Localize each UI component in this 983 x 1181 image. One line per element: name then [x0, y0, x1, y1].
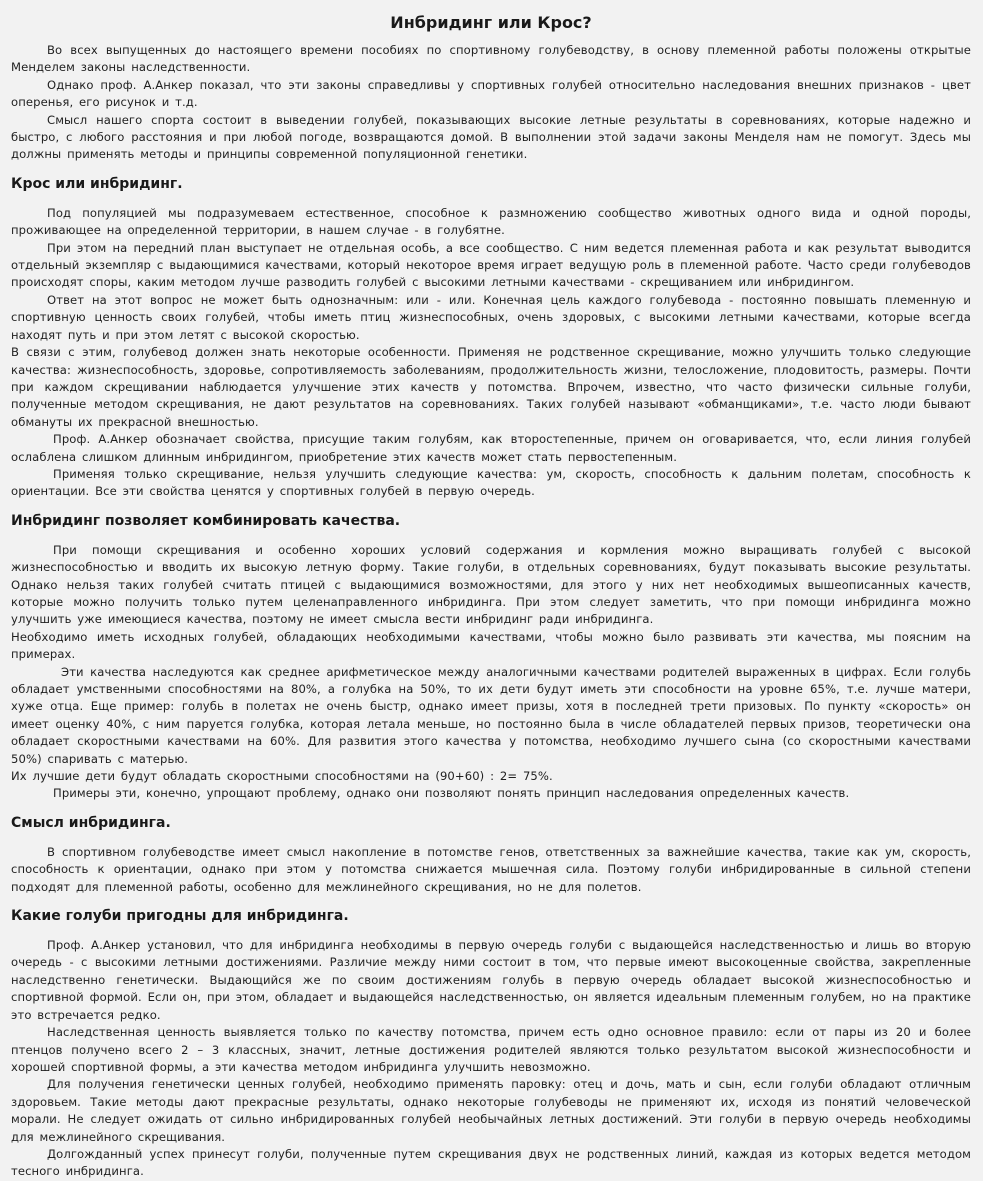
section4-paragraph: Долгожданный успех принесут голуби, полученные путем скрещивания двух не родственных линий, каждая из которых ведется методом тесного инбридинга.: [11, 1146, 971, 1179]
section2-paragraph: Необходимо иметь исходных голубей, обладающих необходимыми качествами, чтобы можно было развивать эти качества, мы поясним на примерах.: [11, 629, 971, 662]
section1-paragraph: Под популяцией мы подразумеваем естественное, способное к размножению сообщество животных одного вида и одной породы, проживающее на определенной территории, в нашем случае - в голубятне.: [11, 205, 971, 238]
section3-paragraph: В спортивном голубеводстве имеет смысл накопление в потомстве генов, ответственных за важнейшие качества, такие как ум, скорость, способность к ориентации, однако при этом у потомства снижается мышечная сила. Поэтому голуби инбридированные в сильной степени подходят для племенной работы, особенно для межлинейного скрещивания, но не для полетов.: [11, 844, 971, 894]
section4-paragraph: Наследственная ценность выявляется только по качеству потомства, причем есть одно основное правило: если от пары из 20 и более птенцов получено всего 2 – 3 классных, значит, летные достижения родителей являются только результатом высокой жизнеспособности и хорошей спортивной формы, а эти качества методом инбридинга улучшить невозможно.: [11, 1025, 971, 1074]
section1-paragraph: Ответ на этот вопрос не может быть однозначным: или - или. Конечная цель каждого голубевода - постоянно повышать племенную и спортивную ценность своих голубей, чтобы иметь птиц жизнеспособных, очень здоровых, с высокими летными качествами, которые всегда находят путь и при этом летят с высокой скоростью.: [11, 292, 971, 342]
section1-paragraph: Применяя только скрещивание, нельзя улучшить следующие качества: ум, скорость, способность к дальним полетам, способность к ориентации. Все эти свойства ценятся у спортивных голубей в первую очередь.: [11, 466, 971, 499]
section4-paragraph: Проф. А.Анкер установил, что для инбридинга необходимы в первую очередь голуби с выдающейся наследственностью и лишь во вторую очередь - с высокими летными достижениями. Различие между ними состоит в том, что первые имеют высокоценные свойства, закрепленные наследственно генетически. Выдающийся же по своим достижениям голубь в первую очередь обладает высокой жизнеспособностью и спортивной формой. Если он, при этом, обладает и выдающейся наследственностью, он является идеальным племенным голубем, но на практике это встречается редко.: [11, 938, 971, 1022]
intro-paragraph: Во всех выпущенных до настоящего времени пособиях по спортивному голубеводству, в основу племенной работы положены открытые Менделем законы наследственности.: [11, 43, 971, 75]
section2-paragraph: Примеры эти, конечно, упрощают проблему, однако они позволяют понять принцип наследования определенных качеств.: [53, 786, 850, 801]
section1-paragraph: В связи с этим, голубевод должен знать некоторые особенности. Применяя не родственное скрещивание, можно улучшить только следующие качества: жизнеспособность, здоровье, сопротивляемость заболеваниям, продолжительность жизни, телосложение, плодовитость, размеры. Почти при каждом скрещивании наблюдается улучшение этих качеств у потомства. Впрочем, известно, что часто физически сильные голуби, полученные методом скрещивания, не дают результатов на соревнованиях. Таких голубей называют «обманщиками», т.е. часто люди бывают обмануты их прекрасной внешностью.: [11, 345, 971, 429]
section-heading-combining-qualities: Инбридинг позволяет комбинировать качества.: [11, 512, 401, 529]
page-title: Инбридинг или Крос?: [390, 13, 592, 32]
section-heading-suitable-pigeons: Какие голуби пригодны для инбридинга.: [11, 908, 349, 925]
section-heading-meaning-of-inbreeding: Смысл инбридинга.: [11, 814, 171, 831]
intro-paragraph: Однако проф. А.Анкер показал, что эти законы справедливы у спортивных голубей относительно наследования внешних признаков - цвет оперенья, его рисунок и т.д.: [11, 77, 971, 110]
intro-paragraph: Смысл нашего спорта состоит в выведении голубей, показывающих высокие летные результаты в соревнованиях, которые надежно и быстро, с любого расстояния и при любой погоде, возвращаются домой. В выполнении этой задачи законы Менделя нам не помогут. Здесь мы должны применять методы и принципы современной популяционной генетики.: [11, 112, 971, 162]
section2-paragraph: Эти качества наследуются как среднее арифметическое между аналогичными качествами родителей выраженных в цифрах. Если голубь обладает умственными способностями на 80%, а голубка на 50%, то их дети будут иметь эти способности на уровне 65%, т.е. лучше матери, хуже отца. Еще пример: голубь в полетах не очень быстр, однако имеет призы, хотя в последней трети призовых. По пункту «скорость» он имеет оценку 40%, с ним паруется голубка, которая летала меньше, но постоянно была в числе обладателей первых призов, теоретически она обладает скоростными качествами на 60%. Для развития этого качества у потомства, необходимо лучшего сына (со скоростными качествами 50%) спаривать с матерью.: [11, 664, 971, 766]
section1-paragraph: Проф. А.Анкер обозначает свойства, присущие таким голубям, как второстепенные, причем он оговаривается, что, если линия голубей ослаблена слишком длинным инбридингом, приобретение этих качеств может стать первостепенным.: [11, 432, 971, 464]
section-heading-cross-or-inbreeding: Крос или инбридинг.: [11, 175, 183, 192]
section2-paragraph: Их лучшие дети будут обладать скоростными способностями на (90+60) : 2= 75%.: [11, 769, 553, 784]
section1-paragraph: При этом на передний план выступает не отдельная особь, а все сообщество. С ним ведется племенная работа и как результат выводится отдельный экземпляр с выдающимися качествами, который некоторое время играет ведущую роль в племенной работе. Часто среди голубеводов происходят споры, каким методом лучше разводить голубей с высокими летными качествами - скрещиванием или инбридингом.: [11, 240, 971, 290]
section4-paragraph: Для получения генетически ценных голубей, необходимо применять паровку: отец и дочь, мать и сын, если голуби обладают отличным здоровьем. Такие методы дают прекрасные результаты, однако некоторые голубеводы не применяют их, исходя из понятий человеческой морали. Не следует ожидать от сильно инбридированных голубей необычайных летных достижений. Эти голуби в первую очередь необходимы для межлинейного скрещивания.: [11, 1077, 971, 1144]
section2-paragraph: При помощи скрещивания и особенно хороших условий содержания и кормления можно выращивать голубей с высокой жизнеспособностью и вводить их высокую летную форму. Такие голуби, в отдельных соревнованиях, будут показывать высокие результаты. Однако нельзя таких голубей считать птицей с выдающимися возможностями, для этого у них нет необходимых вышеописанных качеств, которые можно получить только путем целенаправленного инбридинга. При этом следует заметить, что при помощи инбридинга можно улучшить уже имеющиеся качества, поэтому не имеет смысла вести инбридинг ради инбридинга.: [11, 542, 971, 627]
